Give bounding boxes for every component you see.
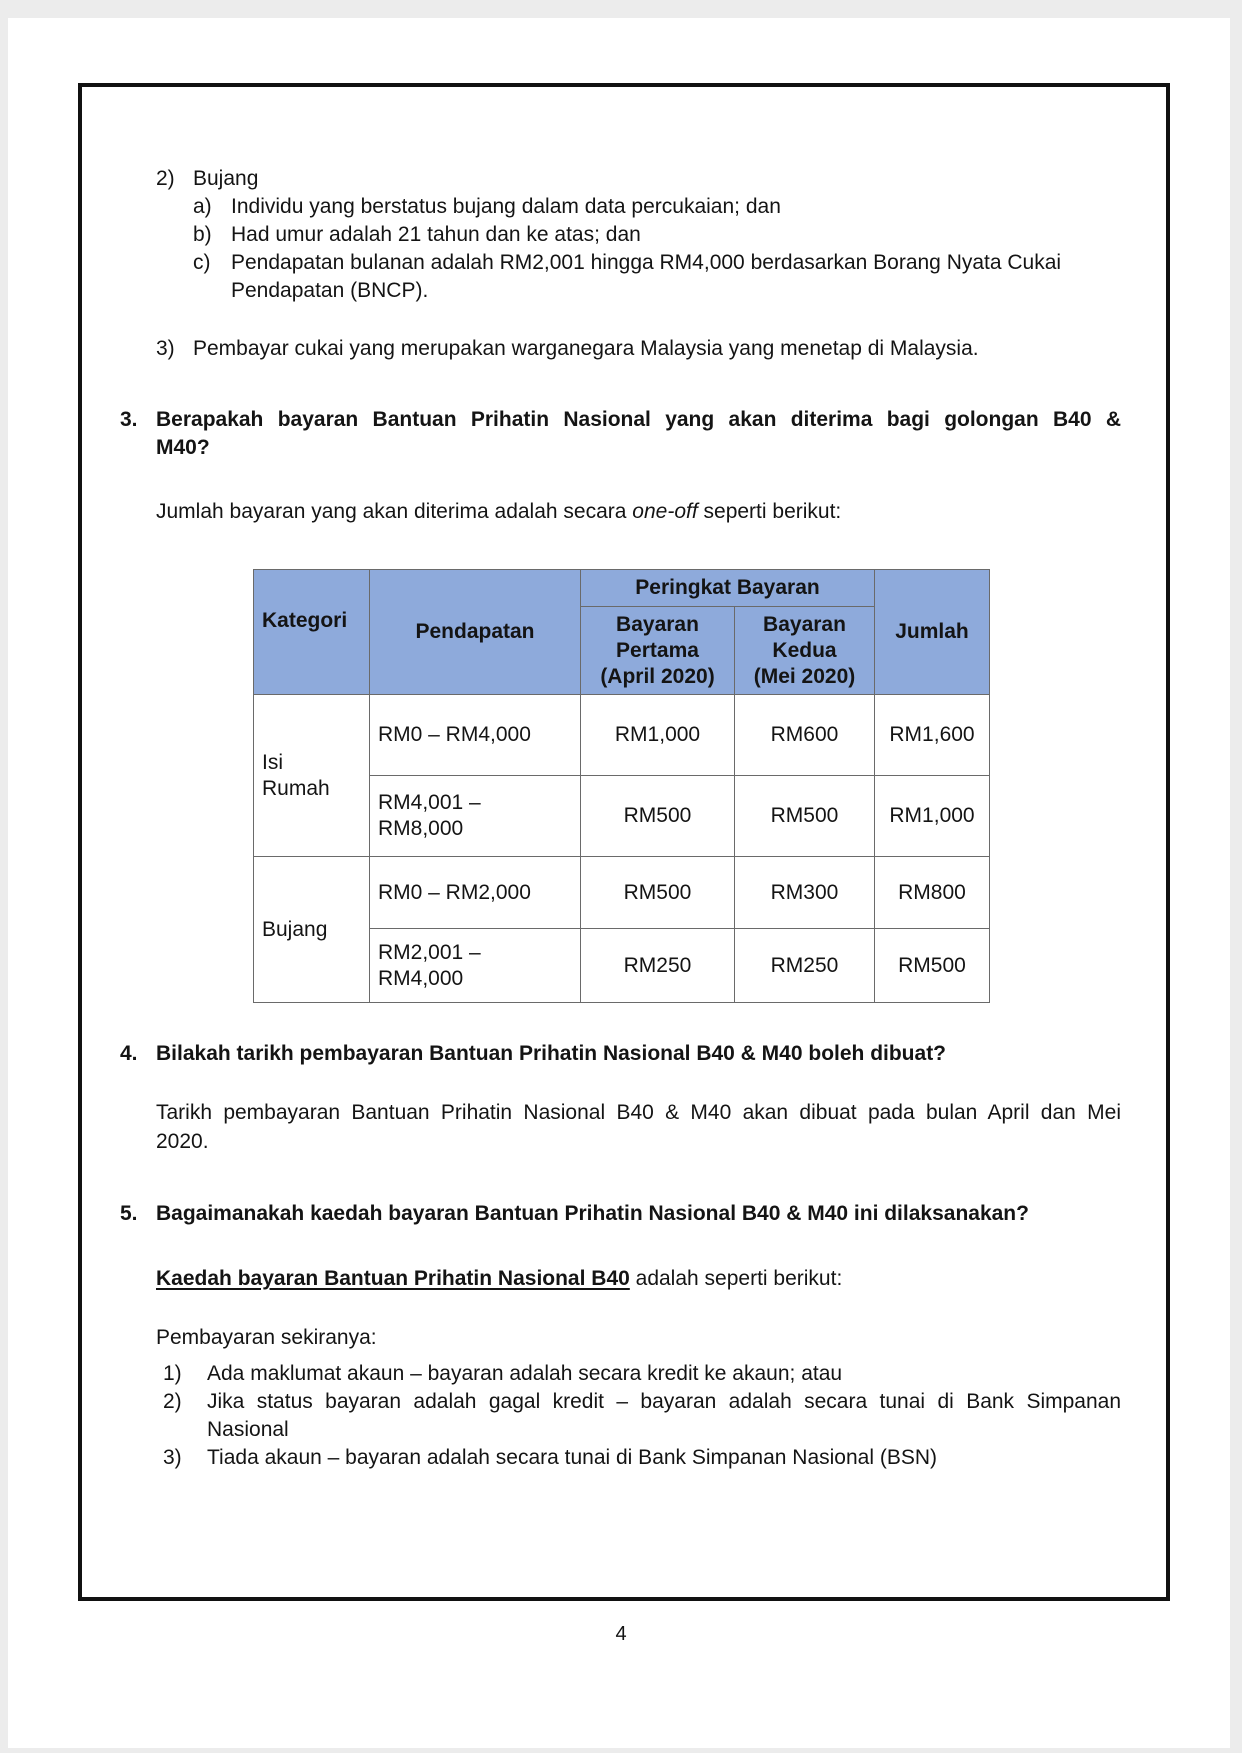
sub-item-b: Had umur adalah 21 tahun dan ke atas; dan [231,223,641,246]
question-3-intro [156,498,841,526]
header-line: (April 2020) [600,664,715,688]
header-line: Kedua [772,638,837,662]
intro-text-end: seperti berikut: [697,500,842,523]
sub-letter: c) [193,251,211,274]
header-line: (Mei 2020) [753,664,856,688]
question-number: 3. [120,408,138,431]
question-number: 4. [120,1042,138,1065]
header-jumlah: Jumlah [875,570,990,695]
header-line: Bayaran [763,612,846,636]
payment-1-cell: RM250 [581,929,735,1003]
income-cell [370,929,581,1003]
sub-item-a: Individu yang berstatus bujang dalam data percukaian; dan [231,195,781,218]
table-row [254,695,990,776]
sub-letter: b) [193,223,212,246]
kaedah-rest: adalah seperti berikut: [629,1267,843,1290]
category-isi-rumah [254,695,370,857]
payment-method-2: Jika status bayaran adalah gagal kredit – bayaran adalah secara tunai di Bank Simpanan [207,1390,1121,1413]
kaedah-underlined: Kaedah bayaran Bantuan Prihatin Nasional B40 [156,1267,630,1290]
income-cell: RM0 – RM4,000 [370,695,581,776]
question-3-title-cont: M40? [156,436,210,459]
payment-table [253,569,990,1003]
kaedah-heading [156,1265,842,1293]
total-cell: RM500 [875,929,990,1003]
total-cell: RM1,600 [875,695,990,776]
income-cell [370,776,581,857]
list-number: 2) [156,167,175,190]
page-number: 4 [615,1623,627,1645]
question-4-answer: Tarikh pembayaran Bantuan Prihatin Nasional B40 & M40 akan dibuat pada bulan April dan Mei [156,1101,1121,1124]
payment-2-cell: RM500 [735,776,875,857]
income-line: RM2,001 – [378,940,481,964]
payment-1-cell: RM1,000 [581,695,735,776]
table-header-row [254,570,990,607]
category-bujang: Bujang [254,857,370,1003]
sub-item-c: Pendapatan bulanan adalah RM2,001 hingga RM4,000 berdasarkan Borang Nyata Cukai [231,251,1062,274]
sub-letter: a) [193,195,212,218]
category-line: Rumah [262,776,330,800]
question-3-title: Berapakah bayaran Bantuan Prihatin Nasional yang akan diterima bagi golongan B40 & [156,408,1121,431]
total-cell: RM1,000 [875,776,990,857]
header-kategori: Kategori [254,570,370,695]
header-bayaran-pertama [581,607,735,695]
intro-emphasis: one-off [632,500,698,523]
question-number: 5. [120,1202,138,1225]
income-cell: RM0 – RM2,000 [370,857,581,929]
list-number: 1) [163,1362,182,1385]
header-line: Bayaran [616,612,699,636]
category-line: Isi [262,750,283,774]
question-4-title: Bilakah tarikh pembayaran Bantuan Prihatin Nasional B40 & M40 boleh dibuat? [156,1042,947,1065]
payment-1-cell: RM500 [581,776,735,857]
payment-2-cell: RM300 [735,857,875,929]
question-5-title: Bagaimanakah kaedah bayaran Bantuan Prihatin Nasional B40 & M40 ini dilaksanakan? [156,1202,1029,1225]
payment-1-cell: RM500 [581,857,735,929]
list-item-bujang: Bujang [193,167,259,190]
header-bayaran-kedua [735,607,875,695]
income-line: RM4,001 – [378,791,481,814]
table-row [254,857,990,929]
payment-method-3: Tiada akaun – bayaran adalah secara tunai di Bank Simpanan Nasional (BSN) [207,1446,937,1469]
payment-method-1: Ada maklumat akaun – bayaran adalah secara kredit ke akaun; atau [207,1362,843,1385]
income-line: RM4,000 [378,966,464,990]
sub-item-c-cont: Pendapatan (BNCP). [231,279,429,302]
list-item-pembayar: Pembayar cukai yang merupakan warganegara Malaysia yang menetap di Malaysia. [193,337,979,360]
list-number: 3) [156,337,175,360]
payment-method-2-cont: Nasional [207,1418,289,1441]
list-number: 3) [163,1446,182,1469]
header-peringkat-bayaran: Peringkat Bayaran [581,570,875,607]
intro-text: Jumlah bayaran yang akan diterima adalah secara [156,500,633,523]
question-4-answer-cont: 2020. [156,1130,209,1153]
list-number: 2) [163,1390,182,1413]
payment-2-cell: RM250 [735,929,875,1003]
total-cell: RM800 [875,857,990,929]
header-line: Pertama [616,638,699,662]
header-pendapatan: Pendapatan [370,570,581,695]
income-line: RM8,000 [378,817,464,840]
payment-2-cell: RM600 [735,695,875,776]
pembayaran-label: Pembayaran sekiranya: [156,1326,377,1349]
